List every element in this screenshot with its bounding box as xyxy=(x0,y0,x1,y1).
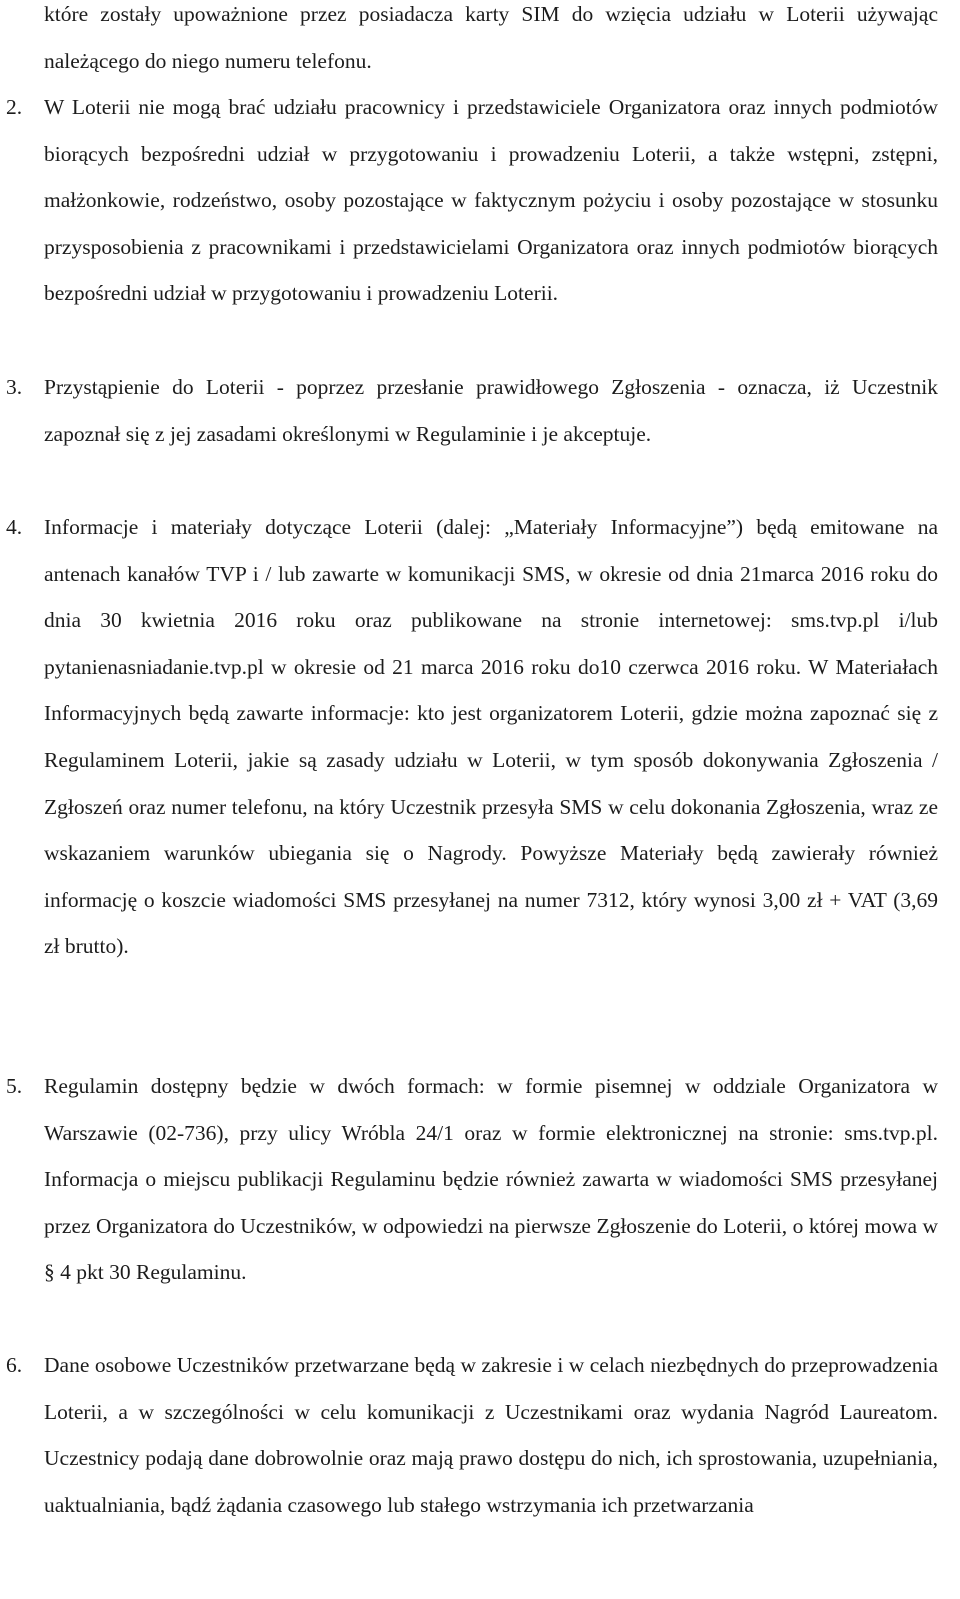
intro-paragraph xyxy=(44,0,938,84)
item-text: Regulamin dostępny będzie w dwóch formach: w formie pisemnej w oddziale Organizatora w Warszawie (02-736), przy ulicy Wróbla 24/1 oraz w formie elektronicznej na stronie: sms.tvp.pl. Informacja o miejscu publikacji Regulaminu będzie również zawarta w wiadomości SMS przesyłanej przez Organizatora do Uczestników, w odpowiedzi na pierwsze Zgłoszenie do Loterii, o której mowa w § 4 pkt 30 Regulaminu. xyxy=(44,1074,938,1285)
list-item-2 xyxy=(6,84,938,317)
item-text: Informacje i materiały dotyczące Loterii (dalej: „Materiały Informacyjne”) będą emitowane na antenach kanałów TVP i / lub zawarte w komunikacji SMS, w okresie od dnia 21marca 2016 roku do dnia 30 kwietnia 2016 roku oraz publikowane na stronie internetowej: sms.tvp.pl i/lub pytanienasniadanie.tvp.pl w okresie od 21 marca 2016 roku do10 czerwca 2016 roku. W Materiałach Informacyjnych będą zawarte informacje: kto jest organizatorem Loterii, gdzie można zapoznać się z Regulaminem Loterii, jakie są zasady udziału w Loterii, w tym sposób dokonywania Zgłoszenia / Zgłoszeń oraz numer telefonu, na który Uczestnik przesyła SMS w celu dokonania Zgłoszenia, wraz ze wskazaniem warunków ubiegania się o Nagrody. Powyższe Materiały będą zawierały również informację o koszcie wiadomości SMS przesyłanej na numer 7312, który wynosi 3,00 zł + VAT (3,69 zł brutto). xyxy=(44,515,938,959)
list-item-5 xyxy=(6,1063,938,1296)
list-item-6 xyxy=(6,1342,938,1528)
item-number: 3. xyxy=(6,375,23,399)
list-item-3 xyxy=(6,364,938,457)
item-text: Przystąpienie do Loterii - poprzez przesłanie prawidłowego Zgłoszenia - oznacza, iż Uczestnik zapoznał się z jej zasadami określonymi w Regulaminie i je akceptuje. xyxy=(44,375,938,446)
intro-text: które zostały upoważnione przez posiadacza karty SIM do wzięcia udziału w Loterii używając należącego do niego numeru telefonu. xyxy=(44,2,938,73)
item-number: 6. xyxy=(6,1353,23,1377)
item-number: 5. xyxy=(6,1074,23,1098)
item-text: Dane osobowe Uczestników przetwarzane będą w zakresie i w celach niezbędnych do przeprowadzenia Loterii, a w szczególności w celu komunikacji z Uczestnikami oraz wydania Nagród Laureatom. Uczestnicy podają dane dobrowolnie oraz mają prawo dostępu do nich, ich sprostowania, uzupełniania, uaktualniania, bądź żądania czasowego lub stałego wstrzymania ich przetwarzania xyxy=(44,1353,938,1517)
item-number: 4. xyxy=(6,515,23,539)
item-number: 2. xyxy=(6,95,23,119)
item-text: W Loterii nie mogą brać udziału pracownicy i przedstawiciele Organizatora oraz innych podmiotów biorących bezpośredni udział w przygotowaniu i prowadzeniu Loterii, a także wstępni, zstępni, małżonkowie, rodzeństwo, osoby pozostające w faktycznym pożyciu i osoby pozostające w stosunku przysposobienia z pracownikami i przedstawicielami Organizatora oraz innych podmiotów biorących bezpośredni udział w przygotowaniu i prowadzeniu Loterii. xyxy=(44,95,938,306)
list-item-4 xyxy=(6,504,938,970)
